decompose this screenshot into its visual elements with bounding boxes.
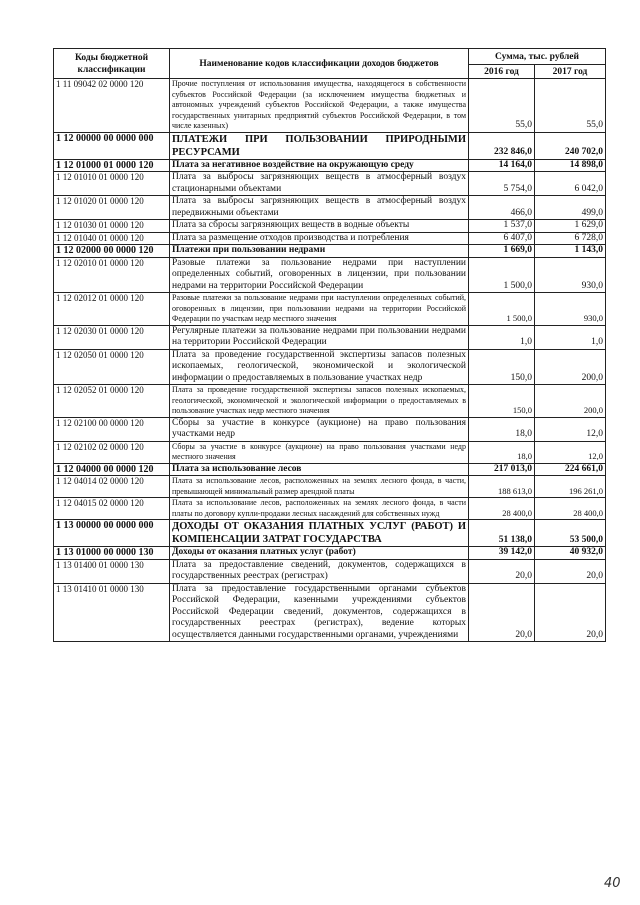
table-row (54, 257, 606, 293)
row-name: Прочие поступления от использования имущества, находящегося в собственности субъектов Российской Федерации (за исключением имущества бюджетных и автономных учреждений субъектов Российской Федерации, а также имущества государственных унитарных предприятий субъектов Российской Федерации, в том числе казенных) (170, 79, 469, 133)
table-row (54, 196, 606, 220)
row-2017: 12,0 (535, 441, 606, 463)
row-2016: 466,0 (469, 196, 535, 220)
row-2017: 930,0 (535, 257, 606, 293)
row-code: 1 12 04000 00 0000 120 (54, 463, 170, 476)
row-code: 1 12 01040 01 0000 120 (54, 232, 170, 245)
row-code: 1 13 01400 01 0000 130 (54, 559, 170, 583)
table-row (54, 559, 606, 583)
row-2017: 240 702,0 (535, 132, 606, 159)
table-row (54, 583, 606, 642)
table-row (54, 547, 606, 560)
row-2017: 20,0 (535, 583, 606, 642)
table-row (54, 245, 606, 258)
row-code: 1 12 04015 02 0000 120 (54, 498, 170, 520)
row-code: 1 12 01010 01 0000 120 (54, 172, 170, 196)
row-2016: 28 400,0 (469, 498, 535, 520)
row-code: 1 12 02052 01 0000 120 (54, 385, 170, 418)
row-code: 1 12 02030 01 0000 120 (54, 325, 170, 349)
row-2016: 150,0 (469, 349, 535, 385)
row-2017: 224 661,0 (535, 463, 606, 476)
row-2017: 1 143,0 (535, 245, 606, 258)
row-2016: 39 142,0 (469, 547, 535, 560)
row-name: Регулярные платежи за пользование недрами при пользовании недрами на территории Российской Федерации (170, 325, 469, 349)
table-row (54, 417, 606, 441)
header-sum: Сумма, тыс. рублей (469, 49, 606, 65)
row-name: Плата за проведение государственной экспертизы запасов полезных ископаемых, геологической, экономической и экологической информации о предоставляемых в пользование участках недр (170, 349, 469, 385)
row-2016: 18,0 (469, 417, 535, 441)
row-2017: 1 629,0 (535, 220, 606, 233)
row-code: 1 12 02102 02 0000 120 (54, 441, 170, 463)
row-name: Сборы за участие в конкурсе (аукционе) на право пользования участками недр местного значения (170, 441, 469, 463)
row-code: 1 12 02012 01 0000 120 (54, 293, 170, 326)
row-name: Разовые платежи за пользование недрами при наступлении определенных событий, оговоренных в лицензии, при пользовании недрами на территории Российской Федерации по участкам недр местного значения (170, 293, 469, 326)
table-row (54, 463, 606, 476)
row-code: 1 12 01020 01 0000 120 (54, 196, 170, 220)
row-2016: 5 754,0 (469, 172, 535, 196)
table-row (54, 476, 606, 498)
row-name: Плата за предоставление сведений, документов, содержащихся в государственных реестрах (регистрах) (170, 559, 469, 583)
budget-page (53, 48, 605, 642)
row-2017: 55,0 (535, 79, 606, 133)
header-name: Наименование кодов классификации доходов бюджетов (170, 49, 469, 79)
row-code: 1 13 01000 00 0000 130 (54, 547, 170, 560)
row-2017: 196 261,0 (535, 476, 606, 498)
row-2017: 499,0 (535, 196, 606, 220)
header-2016: 2016 год (469, 65, 535, 79)
row-2016: 1 500,0 (469, 293, 535, 326)
row-2016: 188 613,0 (469, 476, 535, 498)
table-row (54, 232, 606, 245)
row-name: Сборы за участие в конкурсе (аукционе) на право пользования участками недр (170, 417, 469, 441)
row-code: 1 12 01000 01 0000 120 (54, 159, 170, 172)
table-row (54, 220, 606, 233)
row-name: ДОХОДЫ ОТ ОКАЗАНИЯ ПЛАТНЫХ УСЛУГ (РАБОТ) И КОМПЕНСАЦИИ ЗАТРАТ ГОСУДАРСТВА (170, 520, 469, 547)
row-name: Плата за сбросы загрязняющих веществ в водные объекты (170, 220, 469, 233)
table-row (54, 349, 606, 385)
row-2016: 6 407,0 (469, 232, 535, 245)
header-2017: 2017 год (535, 65, 606, 79)
table-row (54, 79, 606, 133)
table-row (54, 132, 606, 159)
row-2017: 930,0 (535, 293, 606, 326)
row-code: 1 11 09042 02 0000 120 (54, 79, 170, 133)
row-2016: 55,0 (469, 79, 535, 133)
table-row (54, 293, 606, 326)
row-name: Разовые платежи за пользование недрами при наступлении определенных событий, оговоренных в лицензии, при пользовании недрами на территории Российской Федерации (170, 257, 469, 293)
row-name: Плата за выбросы загрязняющих веществ в атмосферный воздух стационарными объектами (170, 172, 469, 196)
row-code: 1 13 01410 01 0000 130 (54, 583, 170, 642)
table-row (54, 498, 606, 520)
row-2016: 1,0 (469, 325, 535, 349)
row-name: Плата за размещение отходов производства и потребления (170, 232, 469, 245)
row-name: Доходы от оказания платных услуг (работ) (170, 547, 469, 560)
row-2017: 6 042,0 (535, 172, 606, 196)
row-2016: 18,0 (469, 441, 535, 463)
row-name: Платежи при пользовании недрами (170, 245, 469, 258)
table-row (54, 172, 606, 196)
row-code: 1 12 02100 00 0000 120 (54, 417, 170, 441)
row-2016: 217 013,0 (469, 463, 535, 476)
row-name: Плата за предоставление государственными органами субъектов Российской Федерации, казенными учреждениями субъектов Российской Федерации сведений, документов, содержащихся в государственных реестрах (регистрах), ведение которых осуществляется данными государственными органами, учреждениями (170, 583, 469, 642)
row-name: Плата за использование лесов, расположенных на землях лесного фонда, в части платы по договору купли-продажи лесных насаждений для собственных нужд (170, 498, 469, 520)
row-code: 1 12 01030 01 0000 120 (54, 220, 170, 233)
page-number: 40 (604, 876, 621, 891)
row-2017: 14 898,0 (535, 159, 606, 172)
table-row (54, 520, 606, 547)
row-name: Плата за негативное воздействие на окружающую среду (170, 159, 469, 172)
row-name: Плата за выбросы загрязняющих веществ в атмосферный воздух передвижными объектами (170, 196, 469, 220)
row-name: Плата за использование лесов, расположенных на землях лесного фонда, в части, превышающей минимальный размер арендной платы (170, 476, 469, 498)
row-2016: 51 138,0 (469, 520, 535, 547)
row-name: ПЛАТЕЖИ ПРИ ПОЛЬЗОВАНИИ ПРИРОДНЫМИ РЕСУРСАМИ (170, 132, 469, 159)
row-2016: 14 164,0 (469, 159, 535, 172)
table-row (54, 441, 606, 463)
row-2016: 150,0 (469, 385, 535, 418)
budget-table (53, 48, 606, 642)
row-code: 1 12 02050 01 0000 120 (54, 349, 170, 385)
row-2017: 200,0 (535, 349, 606, 385)
row-code: 1 12 02000 00 0000 120 (54, 245, 170, 258)
table-row (54, 325, 606, 349)
row-code: 1 13 00000 00 0000 000 (54, 520, 170, 547)
row-code: 1 12 04014 02 0000 120 (54, 476, 170, 498)
row-2017: 53 500,0 (535, 520, 606, 547)
row-2016: 1 500,0 (469, 257, 535, 293)
row-code: 1 12 02010 01 0000 120 (54, 257, 170, 293)
row-2017: 12,0 (535, 417, 606, 441)
row-2017: 40 932,0 (535, 547, 606, 560)
header-code: Коды бюджетной классификации (54, 49, 170, 79)
row-2016: 1 669,0 (469, 245, 535, 258)
row-2017: 20,0 (535, 559, 606, 583)
row-2016: 1 537,0 (469, 220, 535, 233)
row-2016: 232 846,0 (469, 132, 535, 159)
table-row (54, 385, 606, 418)
row-2017: 28 400,0 (535, 498, 606, 520)
row-2017: 6 728,0 (535, 232, 606, 245)
row-name: Плата за проведение государственной экспертизы запасов полезных ископаемых, геологической, экономической и экологической информации о предоставляемых в пользование участках недр местного значения (170, 385, 469, 418)
row-2017: 1,0 (535, 325, 606, 349)
table-row (54, 159, 606, 172)
row-2016: 20,0 (469, 583, 535, 642)
row-code: 1 12 00000 00 0000 000 (54, 132, 170, 159)
row-2016: 20,0 (469, 559, 535, 583)
row-2017: 200,0 (535, 385, 606, 418)
row-name: Плата за использование лесов (170, 463, 469, 476)
